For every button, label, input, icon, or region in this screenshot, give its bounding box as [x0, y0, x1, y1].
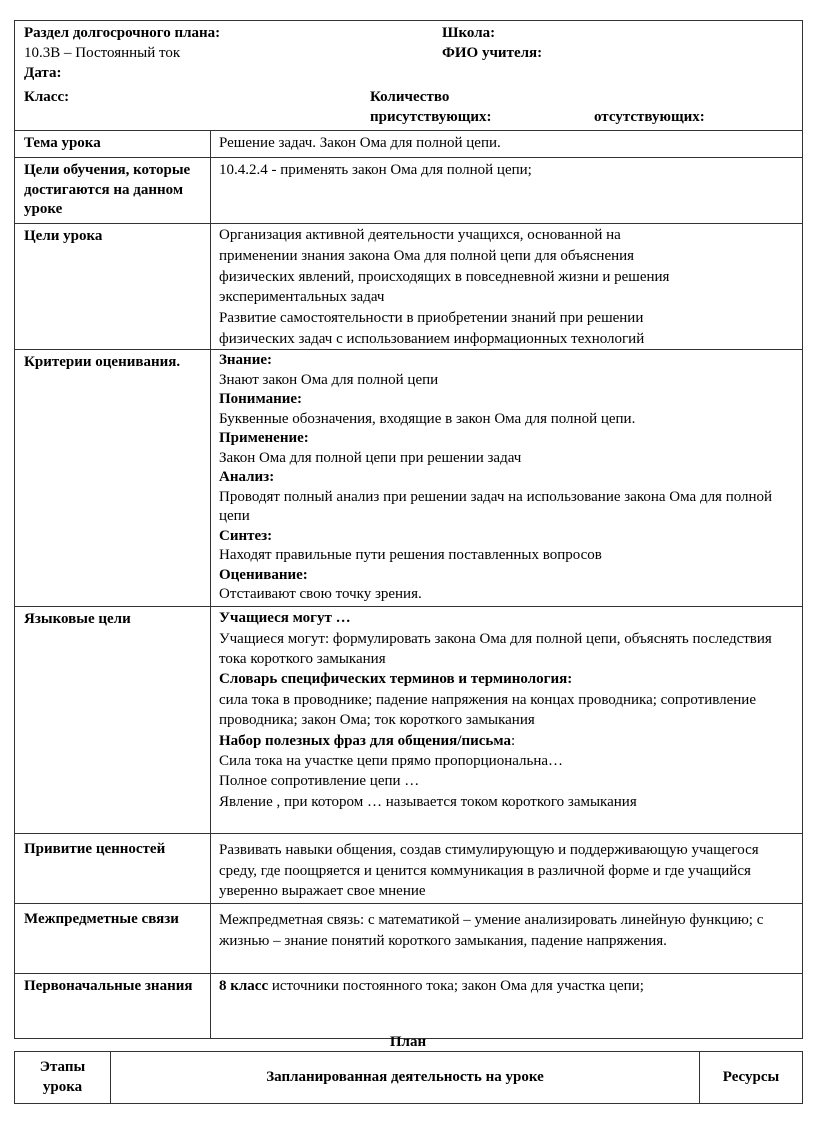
present-label: присутствующих: — [370, 109, 492, 125]
prior-knowledge-value — [211, 974, 803, 1039]
section-label: Раздел долгосрочного плана: — [24, 25, 221, 41]
plan-table — [14, 1051, 803, 1104]
language-can-text: Учащиеся могут: формулировать закона Ома для полной цепи, объяснять последствия тока короткого замыкания — [219, 630, 772, 668]
cross-subject-value: Межпредметная связь: с математикой – умение анализировать линейную функцию; с жизнью – знание понятий короткого замыкания, падение напряжения. — [211, 904, 803, 974]
phrases-colon: : — [510, 732, 516, 749]
plan-col-resources: Ресурсы — [700, 1052, 803, 1104]
values-value: Развивать навыки общения, создав стимулирующую и поддерживающую учащегося среду, где поощряется и ценится коммуникация в различной форме и где учащийся уверенно выражает свое мнение — [211, 834, 803, 904]
school-label: Школа: — [442, 25, 496, 41]
language-value — [211, 607, 803, 834]
objectives-label: Цели обучения, которые достигаются на данном уроке — [15, 157, 211, 223]
lesson-goals-line: применении знания закона Ома для полной цепи для объяснения — [219, 247, 635, 264]
criteria-heading: Понимание: — [219, 391, 303, 408]
section-value: 10.3В – Постоянный ток — [24, 44, 181, 61]
criteria-heading: Синтез: — [219, 527, 273, 544]
language-can-heading: Учащиеся могут … — [219, 610, 351, 627]
criteria-heading: Применение: — [219, 430, 309, 447]
phrase-item: Полное сопротивление цепи … — [219, 773, 420, 790]
phrase-item: Сила тока на участке цепи прямо пропорциональна… — [219, 753, 564, 770]
header-cell — [15, 21, 803, 131]
lesson-goals-line: физических задач с использованием информационных технологий — [219, 330, 645, 347]
criteria-text: Буквенные обозначения, входящие в закон Ома для полной цепи. — [219, 410, 636, 427]
vocab-text: сила тока в проводнике; падение напряжения на концах проводника; сопротивление проводника; закон Ома; ток короткого замыкания — [219, 691, 756, 729]
class-label: Класс: — [24, 89, 70, 105]
plan-title: План — [389, 1034, 427, 1050]
count-label: Количество — [370, 89, 450, 105]
lesson-goals-line: Развитие самостоятельности в приобретении знаний при решении — [219, 309, 644, 326]
prior-grade: 8 класс — [219, 978, 269, 995]
phrase-item: Явление , при котором … называется током короткого замыкания — [219, 793, 637, 810]
lesson-goals-line: экспериментальных задач — [219, 289, 385, 306]
date-label: Дата: — [24, 64, 62, 81]
values-label: Привитие ценностей — [15, 834, 211, 904]
criteria-text: Проводят полный анализ при решении задач на использование закона Ома для полной цепи — [219, 488, 773, 525]
prior-text: источники постоянного тока; закон Ома для участка цепи; — [268, 978, 644, 995]
plan-col-stages: Этапы урока — [15, 1052, 111, 1104]
cross-subject-label: Межпредметные связи — [15, 904, 211, 974]
phrases-heading: Набор полезных фраз для общения/письма — [219, 732, 511, 749]
vocab-heading: Словарь специфических терминов и терминология: — [219, 671, 573, 688]
criteria-text: Знают закон Ома для полной цепи — [219, 371, 439, 388]
lesson-goals-line: Организация активной деятельности учащихся, основанной на — [219, 227, 621, 244]
criteria-heading: Оценивание: — [219, 566, 308, 583]
criteria-text: Находят правильные пути решения поставленных вопросов — [219, 547, 602, 564]
lesson-goals-line: физических явлений, происходящих в повседневной жизни и решения — [219, 268, 670, 285]
topic-label: Тема урока — [15, 131, 211, 158]
criteria-text: Отстаивают свою точку зрения. — [219, 586, 422, 603]
absent-label: отсутствующих: — [594, 109, 705, 125]
criteria-label: Критерии оценивания. — [15, 350, 211, 607]
lesson-goals-label: Цели урока — [15, 224, 211, 350]
criteria-value — [211, 350, 803, 607]
prior-knowledge-label: Первоначальные знания — [15, 974, 211, 1039]
plan-col-activity: Запланированная деятельность на уроке — [111, 1052, 700, 1104]
criteria-heading: Анализ: — [219, 469, 275, 486]
criteria-text: Закон Ома для полной цепи при решении задач — [219, 449, 522, 466]
lesson-plan-table — [14, 20, 803, 1039]
teacher-label: ФИО учителя: — [442, 44, 543, 61]
topic-value: Решение задач. Закон Ома для полной цепи. — [211, 131, 803, 158]
criteria-heading: Знание: — [219, 352, 272, 369]
objectives-value: 10.4.2.4 - применять закон Ома для полной цепи; — [211, 157, 803, 223]
lesson-goals-value — [211, 224, 803, 350]
language-label: Языковые цели — [15, 607, 211, 834]
